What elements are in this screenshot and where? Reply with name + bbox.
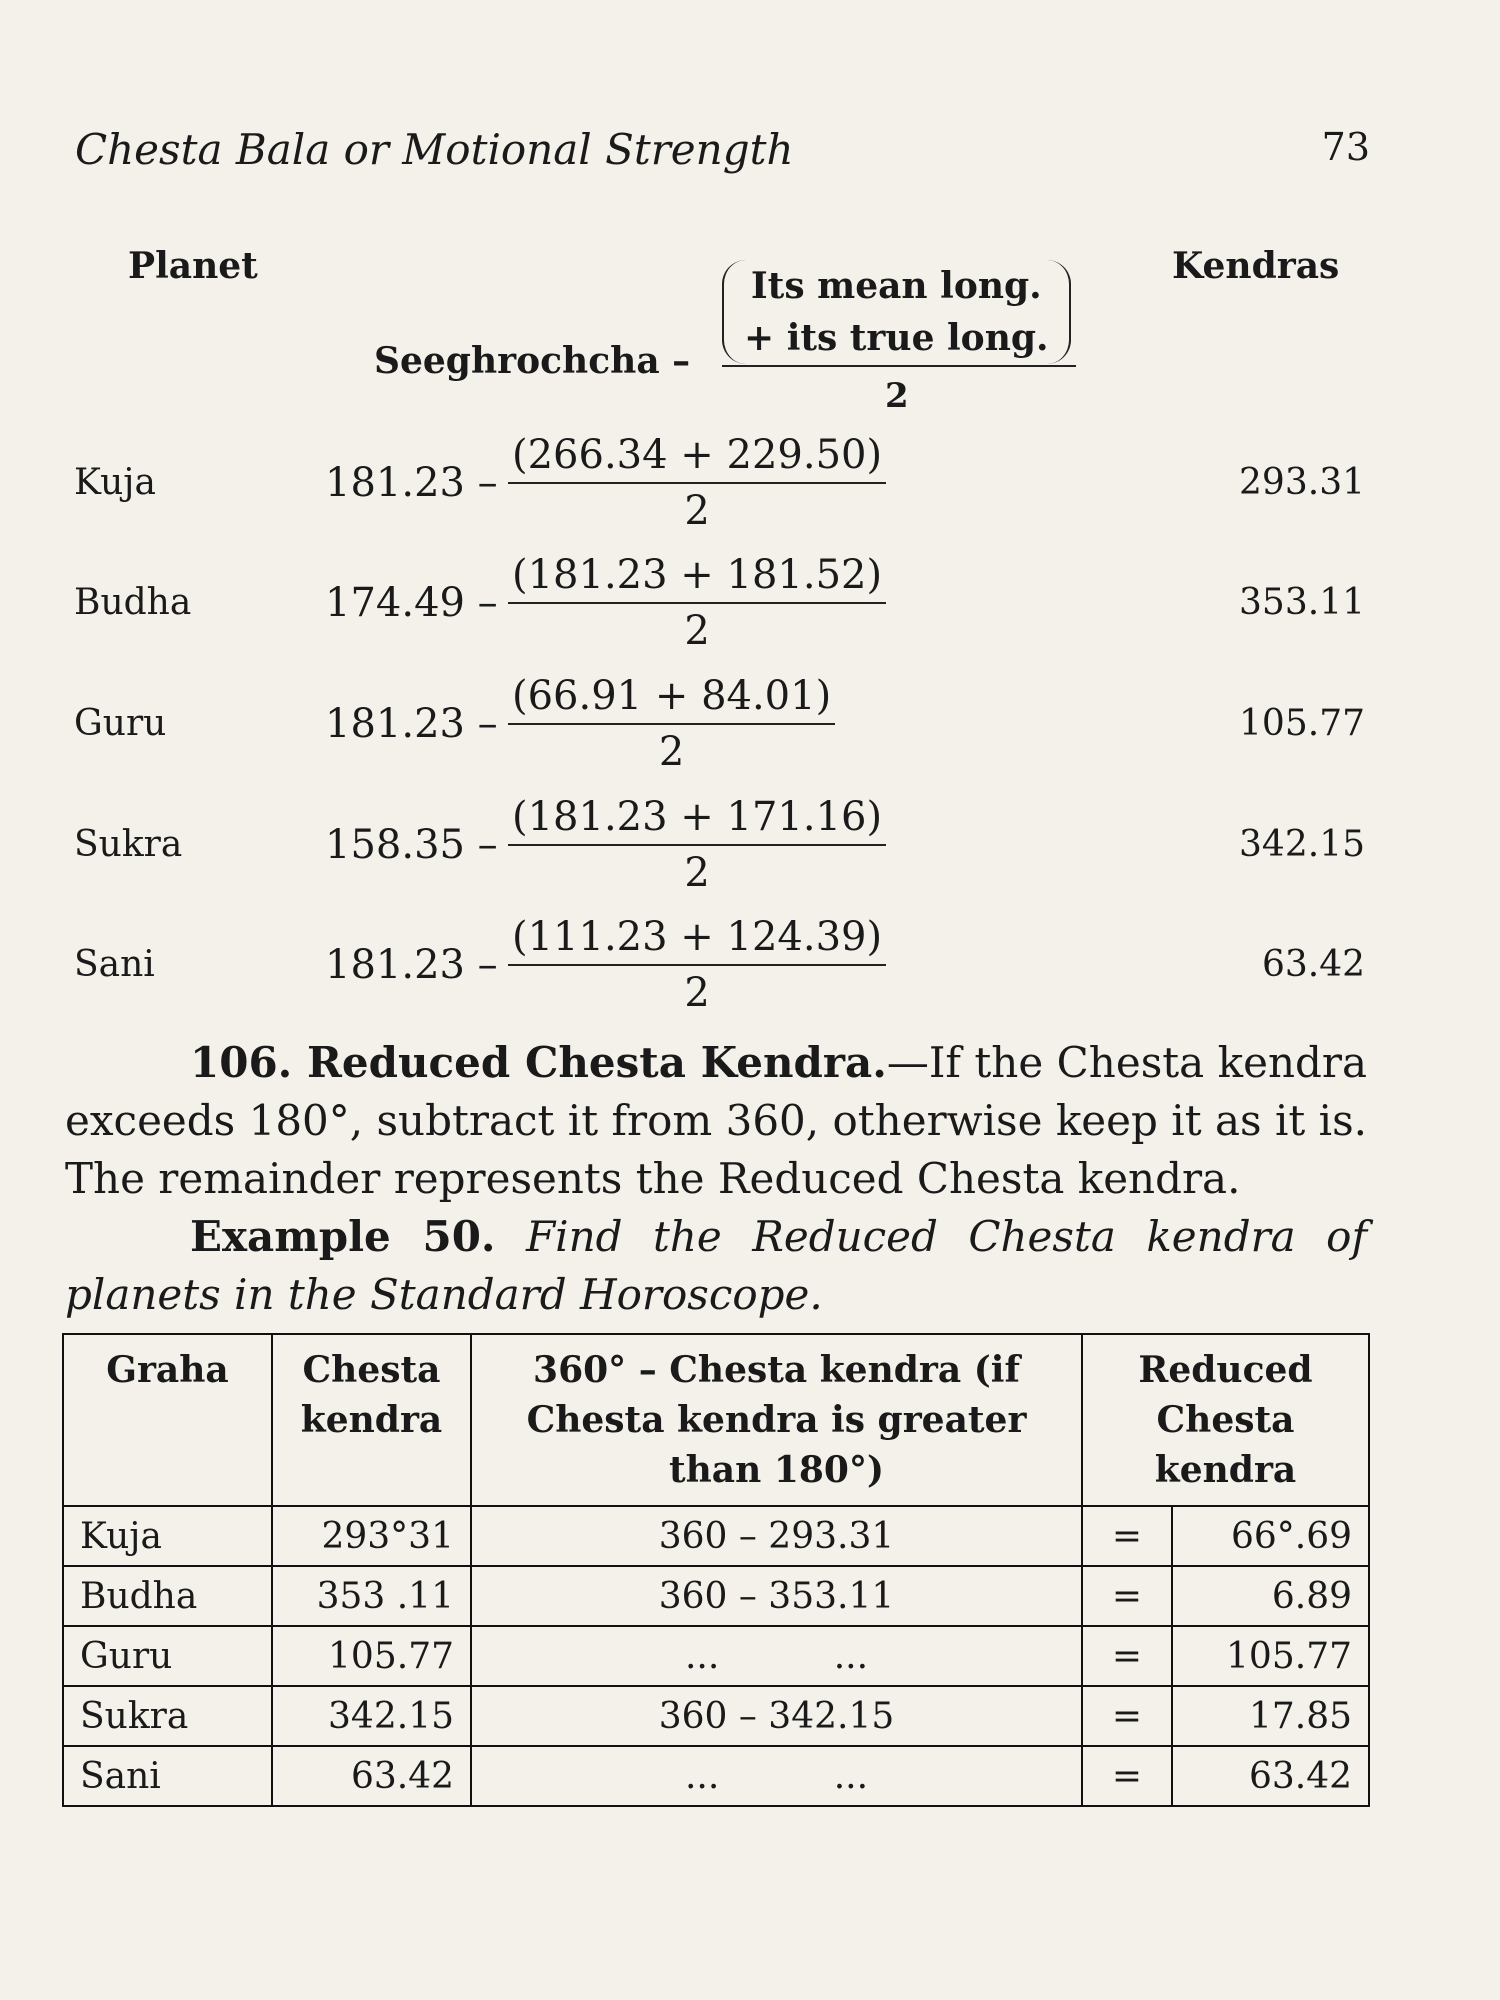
table-row <box>63 1566 1369 1626</box>
planet-name: Budha <box>74 582 192 623</box>
seeghrochcha-value: 174.49 – <box>325 580 498 626</box>
calculation-cell: ... ... <box>471 1746 1082 1806</box>
mean-true-fraction <box>508 914 886 1016</box>
kendras-column-header: Kendras <box>1172 245 1340 287</box>
kendra-value: 293.31 <box>1239 462 1365 503</box>
planet-name: Kuja <box>74 462 156 503</box>
planet-name: Sani <box>74 944 155 985</box>
calculation-cell: 360 – 293.31 <box>471 1506 1082 1566</box>
mean-true-fraction <box>508 552 886 654</box>
section-body: —If the Chesta kendra exceeds 180°, subtract it from 360, otherwise keep it as it is. The remainder represents the Reduced Chesta kendra. <box>65 1038 1367 1203</box>
chesta-kendra-header: Chesta kendra <box>272 1334 471 1506</box>
running-title: Chesta Bala or Motional Strength <box>75 125 794 174</box>
fraction-numerator: (266.34 + 229.50) <box>508 432 886 484</box>
equals-cell: = <box>1082 1506 1172 1566</box>
fraction-denominator: 2 <box>684 608 710 654</box>
table-row <box>63 1626 1369 1686</box>
chesta-kendra-cell: 353 .11 <box>272 1566 471 1626</box>
formula-prefix: Seeghrochcha – <box>374 340 691 382</box>
fraction-numerator: (111.23 + 124.39) <box>508 914 886 966</box>
fraction-numerator: (181.23 + 181.52) <box>508 552 886 604</box>
table-row <box>63 1746 1369 1806</box>
example-paragraph <box>65 1208 1367 1324</box>
mean-true-fraction <box>508 432 886 534</box>
section-heading: 106. Reduced Chesta Kendra. <box>190 1038 887 1087</box>
fraction-numerator: (66.91 + 84.01) <box>508 673 835 725</box>
calculation-cell: 360 – 342.15 <box>471 1686 1082 1746</box>
kendra-value: 342.15 <box>1239 824 1365 865</box>
graha-cell: Kuja <box>63 1506 272 1566</box>
chesta-kendra-cell: 342.15 <box>272 1686 471 1746</box>
fraction-numerator: (181.23 + 171.16) <box>508 794 886 846</box>
equals-cell: = <box>1082 1746 1172 1806</box>
table-header-row <box>63 1334 1369 1506</box>
kendra-value: 105.77 <box>1239 703 1365 744</box>
section-paragraph <box>65 1034 1367 1208</box>
fraction-denominator: 2 <box>684 850 710 896</box>
example-label: Example 50. <box>190 1212 496 1261</box>
reduced-kendra-header: Reduced Chesta kendra <box>1082 1334 1369 1506</box>
seeghrochcha-value: 181.23 – <box>325 460 498 506</box>
page-number: 73 <box>1321 125 1370 169</box>
equals-cell: = <box>1082 1686 1172 1746</box>
calculation-header: 360° – Chesta kendra (if Chesta kendra is greater than 180°) <box>471 1334 1082 1506</box>
chesta-kendra-cell: 63.42 <box>272 1746 471 1806</box>
seeghrochcha-value: 158.35 – <box>325 822 498 868</box>
graha-cell: Budha <box>63 1566 272 1626</box>
table-row <box>63 1686 1369 1746</box>
equals-cell: = <box>1082 1566 1172 1626</box>
reduced-kendra-cell: 63.42 <box>1172 1746 1369 1806</box>
fraction-denominator: 2 <box>658 729 685 775</box>
reduced-kendra-cell: 6.89 <box>1172 1566 1369 1626</box>
graha-cell: Guru <box>63 1626 272 1686</box>
formula-fraction-bar <box>722 365 1076 367</box>
formula-line-2: + its true long. <box>744 317 1049 359</box>
formula-line-1: Its mean long. <box>750 265 1042 307</box>
seeghrochcha-value: 181.23 – <box>325 942 498 988</box>
planet-column-header: Planet <box>128 245 258 287</box>
formula-denominator: 2 <box>885 376 909 416</box>
example-text: Find the Reduced Chesta kendra of planets in the Standard Horoscope. <box>65 1212 1367 1319</box>
reduced-kendra-cell: 17.85 <box>1172 1686 1369 1746</box>
kendra-value: 353.11 <box>1239 582 1365 623</box>
kendra-value: 63.42 <box>1261 944 1365 985</box>
seeghrochcha-value: 181.23 – <box>325 701 498 747</box>
fraction-denominator: 2 <box>684 970 710 1016</box>
calculation-cell: 360 – 353.11 <box>471 1566 1082 1626</box>
mean-true-fraction <box>508 794 886 896</box>
chesta-kendra-cell: 105.77 <box>272 1626 471 1686</box>
reduced-kendra-cell: 66°.69 <box>1172 1506 1369 1566</box>
graha-header: Graha <box>63 1334 272 1506</box>
calculation-cell: ... ... <box>471 1626 1082 1686</box>
chesta-kendra-cell: 293°31 <box>272 1506 471 1566</box>
reduced-kendra-table <box>62 1333 1370 1807</box>
table-row <box>63 1506 1369 1566</box>
graha-cell: Sukra <box>63 1686 272 1746</box>
reduced-kendra-cell: 105.77 <box>1172 1626 1369 1686</box>
planet-name: Sukra <box>74 824 183 865</box>
graha-cell: Sani <box>63 1746 272 1806</box>
formula-numerator <box>722 260 1071 364</box>
equals-cell: = <box>1082 1626 1172 1686</box>
mean-true-fraction <box>508 673 835 775</box>
fraction-denominator: 2 <box>684 488 710 534</box>
planet-name: Guru <box>74 703 167 744</box>
